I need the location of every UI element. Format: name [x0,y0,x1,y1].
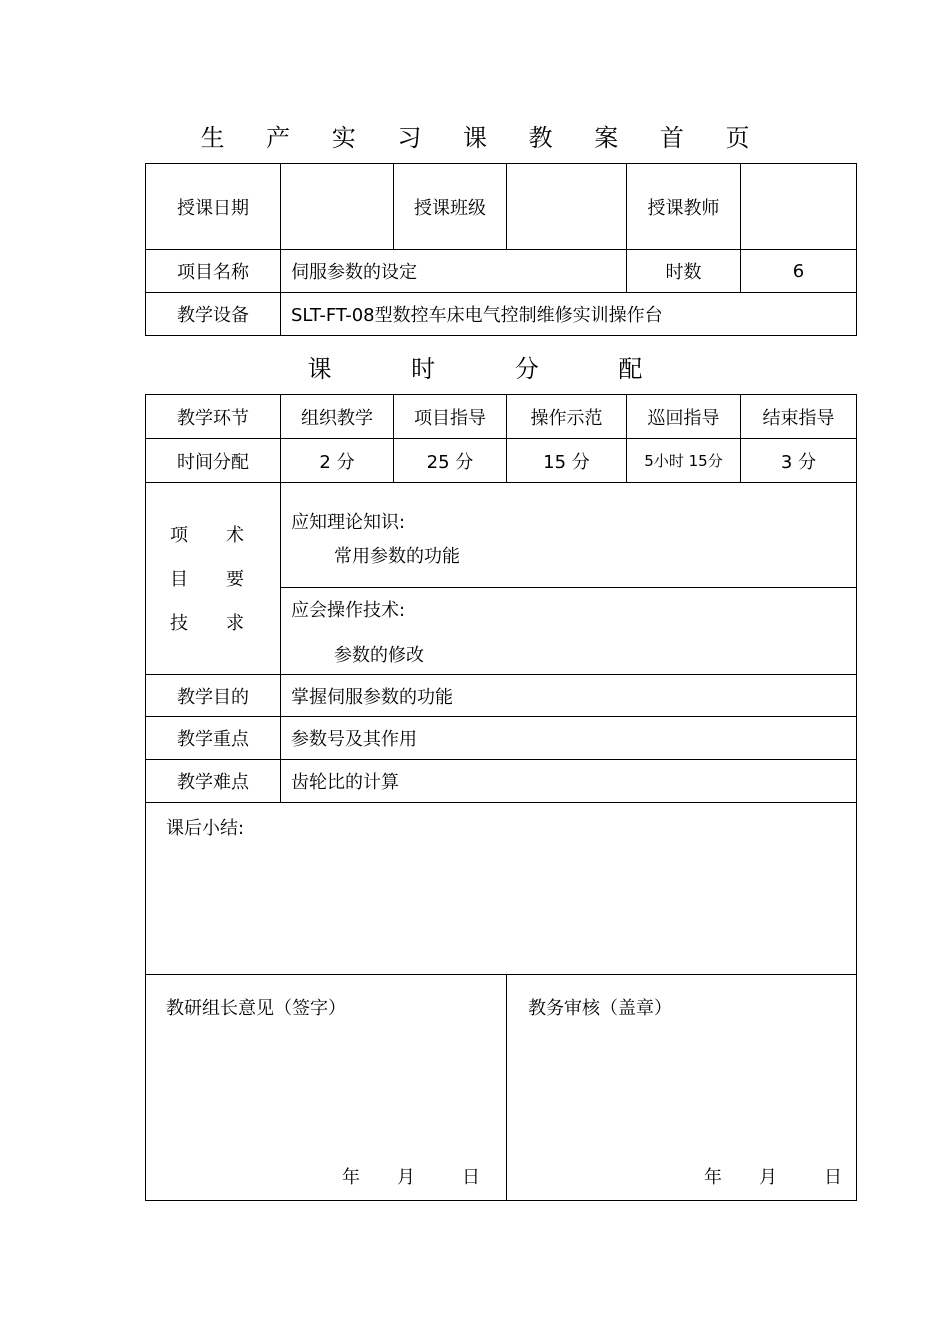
stage-row-label: 教学环节 [146,395,281,439]
key-value: 参数号及其作用 [281,717,857,760]
summary-cell [146,803,857,975]
academic-label: 教务审核（盖章） [528,998,672,1019]
stage-cell: 巡回指导 [627,395,741,439]
header-table [145,163,857,336]
side-char: 求 [226,612,244,634]
teacher-label: 授课教师 [627,164,741,250]
month-label: 月 [759,1167,777,1188]
month-label: 月 [397,1167,415,1188]
class-label: 授课班级 [394,164,507,250]
date-label: 授课日期 [146,164,281,250]
time-row-label: 时间分配 [146,439,281,483]
page-title: 生 产 实 习 课 教 案 首 页 [200,124,767,152]
stage-cell: 项目指导 [394,395,507,439]
skill-cell [281,588,857,675]
skill-title: 应会操作技术: [291,600,406,621]
side-char: 目 [170,568,188,590]
time-cell: 15 分 [507,439,627,483]
equipment-label: 教学设备 [146,293,281,336]
time-cell: 2 分 [281,439,394,483]
purpose-label: 教学目的 [146,675,281,717]
allocation-table [145,394,857,1201]
hours-label: 时数 [627,250,741,293]
purpose-value: 掌握伺服参数的功能 [281,675,857,717]
theory-content: 常用参数的功能 [334,546,460,567]
equipment-value: SLT-FT-08型数控车床电气控制维修实训操作台 [281,293,857,336]
theory-title: 应知理论知识: [291,512,406,533]
group-leader-cell [146,975,507,1201]
time-cell: 25 分 [394,439,507,483]
time-cell: 3 分 [741,439,857,483]
day-label: 日 [824,1167,842,1188]
side-char: 项 [170,524,188,546]
difficulty-value: 齿轮比的计算 [281,760,857,803]
academic-cell [507,975,857,1201]
side-char: 技 [170,612,188,634]
key-label: 教学重点 [146,717,281,760]
section-title: 课 时 分 配 [307,355,679,383]
summary-label: 课后小结: [166,818,245,839]
group-leader-label: 教研组长意见（签字） [166,998,346,1019]
requirements-side-label [146,483,281,675]
skill-content: 参数的修改 [334,645,424,666]
difficulty-label: 教学难点 [146,760,281,803]
teacher-field[interactable] [741,164,857,250]
class-field[interactable] [507,164,627,250]
date-field[interactable] [281,164,394,250]
side-char: 术 [226,524,244,546]
project-value: 伺服参数的设定 [281,250,627,293]
stage-cell: 操作示范 [507,395,627,439]
time-cell: 5小时 15分 [627,439,741,483]
project-label: 项目名称 [146,250,281,293]
year-label: 年 [704,1167,722,1188]
hours-value: 6 [741,250,857,293]
stage-cell: 组织教学 [281,395,394,439]
year-label: 年 [342,1167,360,1188]
side-char: 要 [226,568,244,590]
stage-cell: 结束指导 [741,395,857,439]
day-label: 日 [462,1167,480,1188]
theory-cell [281,483,857,588]
